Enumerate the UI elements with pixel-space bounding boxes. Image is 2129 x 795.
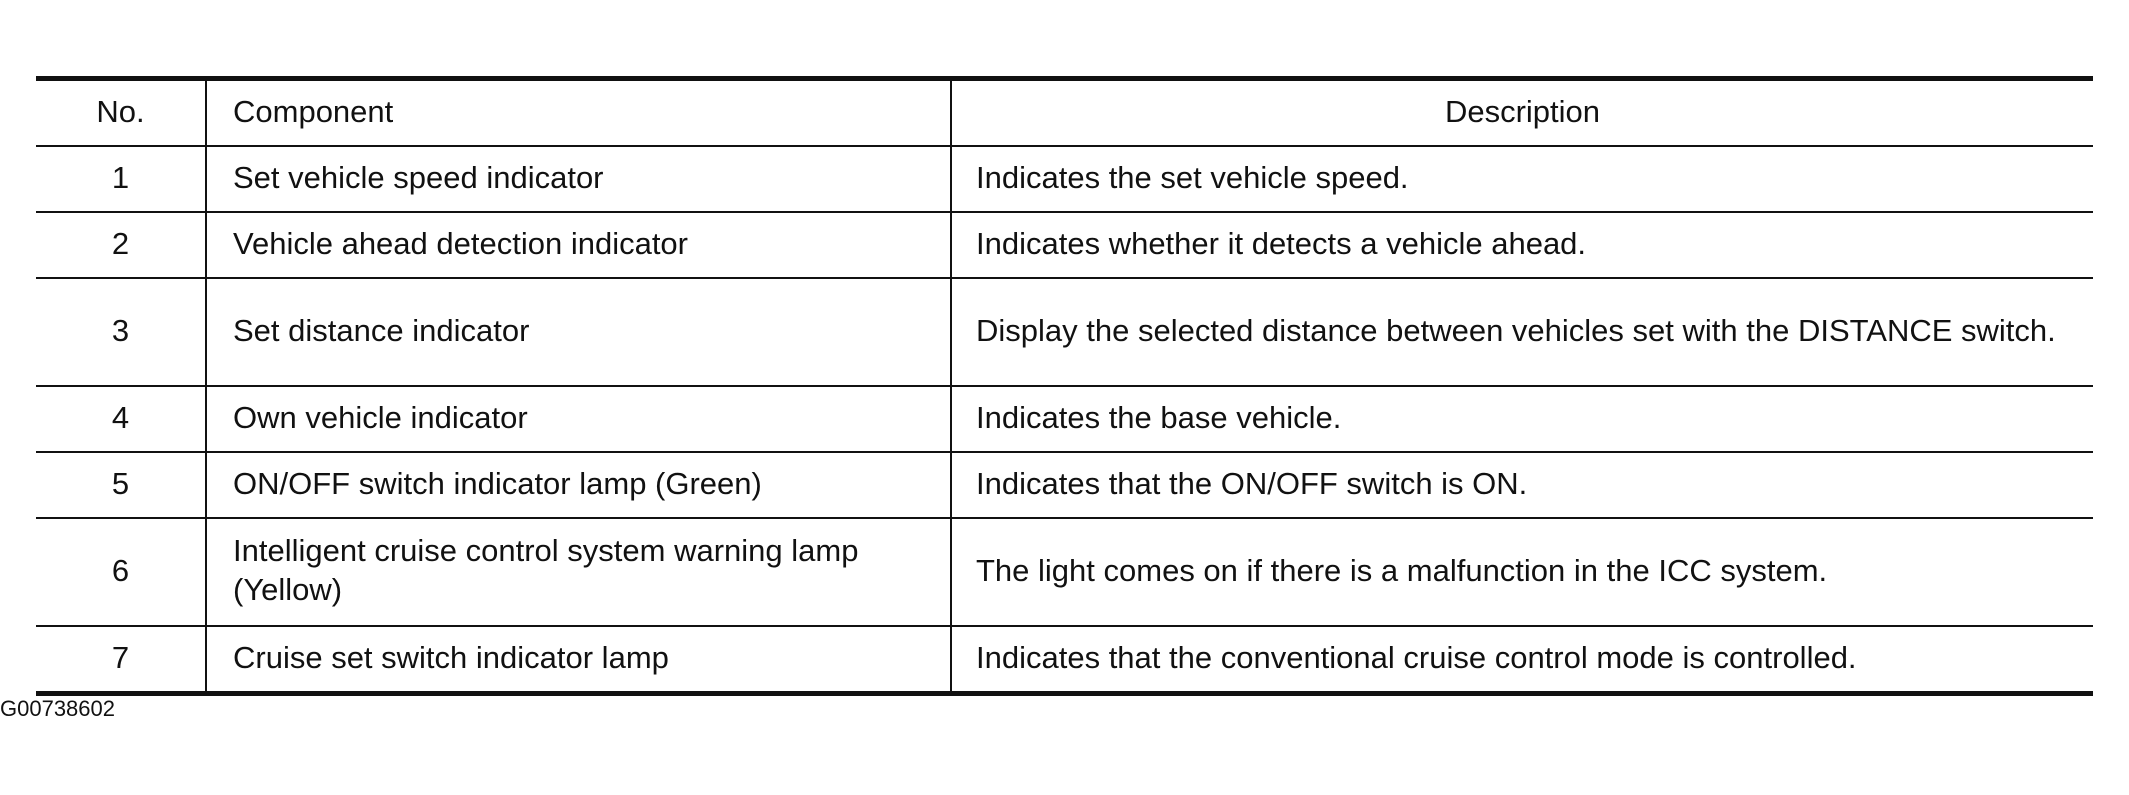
table-row	[36, 278, 2093, 386]
table-row	[36, 626, 2093, 694]
table-row	[36, 212, 2093, 278]
row-description: Indicates the base vehicle.	[951, 386, 2093, 452]
row-no: 1	[36, 146, 206, 212]
row-no: 4	[36, 386, 206, 452]
row-description: Display the selected distance between vehicles set with the DISTANCE switch.	[951, 278, 2093, 386]
header-description: Description	[951, 79, 2093, 147]
row-component: Own vehicle indicator	[206, 386, 951, 452]
table-row	[36, 386, 2093, 452]
header-no: No.	[36, 79, 206, 147]
row-component: Set distance indicator	[206, 278, 951, 386]
table-row	[36, 452, 2093, 518]
row-component: Vehicle ahead detection indicator	[206, 212, 951, 278]
row-description: Indicates that the conventional cruise control mode is controlled.	[951, 626, 2093, 694]
figure-code: G00738602	[0, 696, 115, 721]
table-header-row	[36, 79, 2093, 147]
row-no: 3	[36, 278, 206, 386]
row-description: The light comes on if there is a malfunction in the ICC system.	[951, 518, 2093, 626]
table-row	[36, 146, 2093, 212]
component-table-container	[36, 76, 2093, 696]
row-component: Set vehicle speed indicator	[206, 146, 951, 212]
row-no: 2	[36, 212, 206, 278]
row-no: 6	[36, 518, 206, 626]
header-component: Component	[206, 79, 951, 147]
row-component: Intelligent cruise control system warning lamp (Yellow)	[206, 518, 951, 626]
row-description: Indicates whether it detects a vehicle ahead.	[951, 212, 2093, 278]
row-component: Cruise set switch indicator lamp	[206, 626, 951, 694]
row-description: Indicates the set vehicle speed.	[951, 146, 2093, 212]
row-no: 7	[36, 626, 206, 694]
row-component: ON/OFF switch indicator lamp (Green)	[206, 452, 951, 518]
row-no: 5	[36, 452, 206, 518]
component-table	[36, 76, 2093, 696]
row-description: Indicates that the ON/OFF switch is ON.	[951, 452, 2093, 518]
table-row	[36, 518, 2093, 626]
